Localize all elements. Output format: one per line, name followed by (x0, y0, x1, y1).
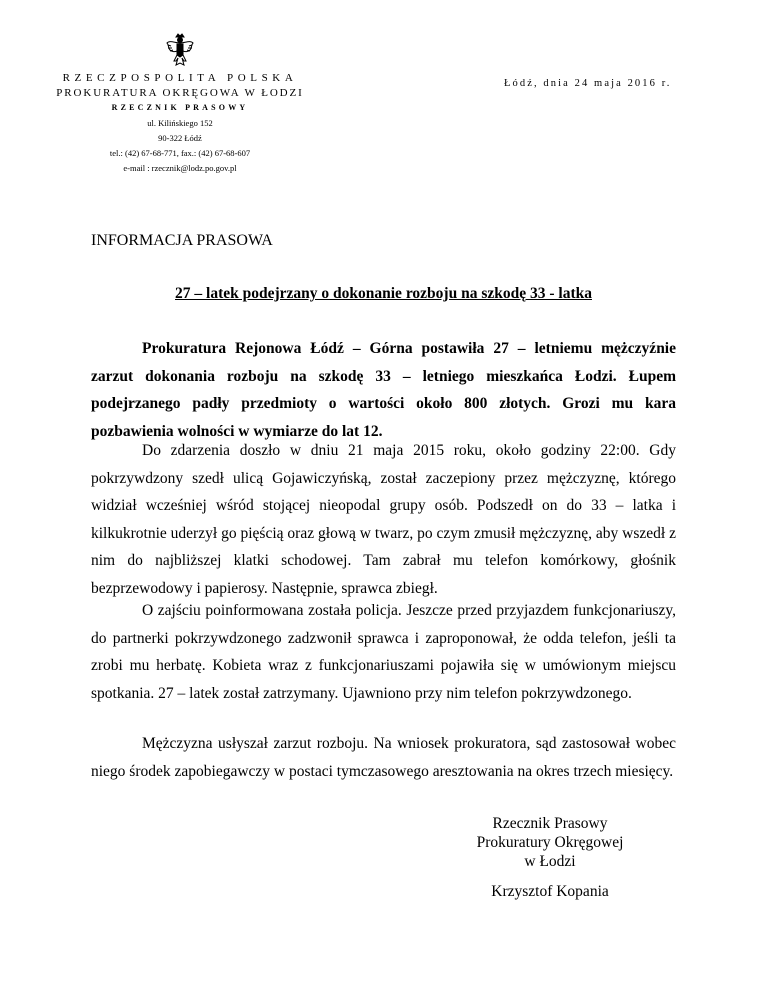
letterhead-address: ul. Kilińskiego 152 (147, 118, 213, 128)
letterhead-press-office: RZECZNIK PRASOWY (111, 103, 249, 112)
dateline: Łódź, dnia 24 maja 2016 r. (504, 78, 672, 89)
signature-title: Rzecznik Prasowy (492, 815, 608, 832)
body-paragraph-3: Mężczyzna usłyszał zarzut rozboju. Na wniosek prokuratora, sąd zastosował wobec niego środek zapobiegawczy w postaci tymczasowego aresztowania na okres trzech miesięcy. (91, 735, 676, 780)
signature-name: Krzysztof Kopania (491, 883, 609, 900)
letterhead-phone: tel.: (42) 67-68-771, fax.: (42) 67-68-607 (109, 148, 251, 158)
body-paragraph-1: Do zdarzenia doszło w dniu 21 maja 2015 roku, około godziny 22:00. Gdy pokrzywdzony szedł ulicą Gojawiczyńską, został zaczepiony przez mężczyznę, którego widział wcześniej wśród stojącej nieopodal grupy osób. Podszedł on do 33 – latka i kilkukrotnie uderzył go pięścią oraz głową w twarz, po czym zmusił mężczyznę, aby wszedł z nim do najbliższej klatki schodowej. Tam zabrał mu telefon komórkowy, głośnik bezprzewodowy i papierosy. Następnie, sprawca zbiegł. (91, 442, 676, 597)
letterhead-republic: RZECZPOSPOLITA POLSKA (62, 72, 298, 84)
headline: 27 – latek podejrzany o dokonanie rozboju na szkodę 33 - latka (175, 285, 592, 302)
signature-city: w Łodzi (524, 853, 576, 870)
document-type: INFORMACJA PRASOWA (91, 232, 273, 249)
signature-office: Prokuratury Okręgowej (476, 834, 624, 851)
letterhead-prosecutor-office: PROKURATURA OKRĘGOWA W ŁODZI (56, 87, 304, 99)
lead-paragraph: Prokuratura Rejonowa Łódź – Górna postawiła 27 – letniemu mężczyźnie zarzut dokonania rozboju na szkodę 33 – letniego mieszkańca Łodzi. Łupem podejrzanego padły przedmioty o wartości około 800 złotych. Grozi mu kara pozbawienia wolności w wymiarze do lat 12. (91, 340, 676, 440)
letterhead-email: e-mail : rzecznik@lodz.po.gov.pl (123, 163, 237, 173)
letterhead-city: 90-322 Łódź (158, 133, 202, 143)
body-paragraph-2: O zajściu poinformowana została policja. Jeszcze przed przyjazdem funkcjonariuszy, do partnerki pokrzywdzonego zadzwonił sprawca i zaproponował, że odda telefon, jeśli ta zrobi mu herbatę. Kobieta wraz z funkcjonariuszami pojawiła się w umówionym miejscu spotkania. 27 – latek został zatrzymany. Ujawniono przy nim telefon pokrzywdzonego. (91, 602, 676, 702)
polish-eagle-emblem (165, 33, 195, 67)
